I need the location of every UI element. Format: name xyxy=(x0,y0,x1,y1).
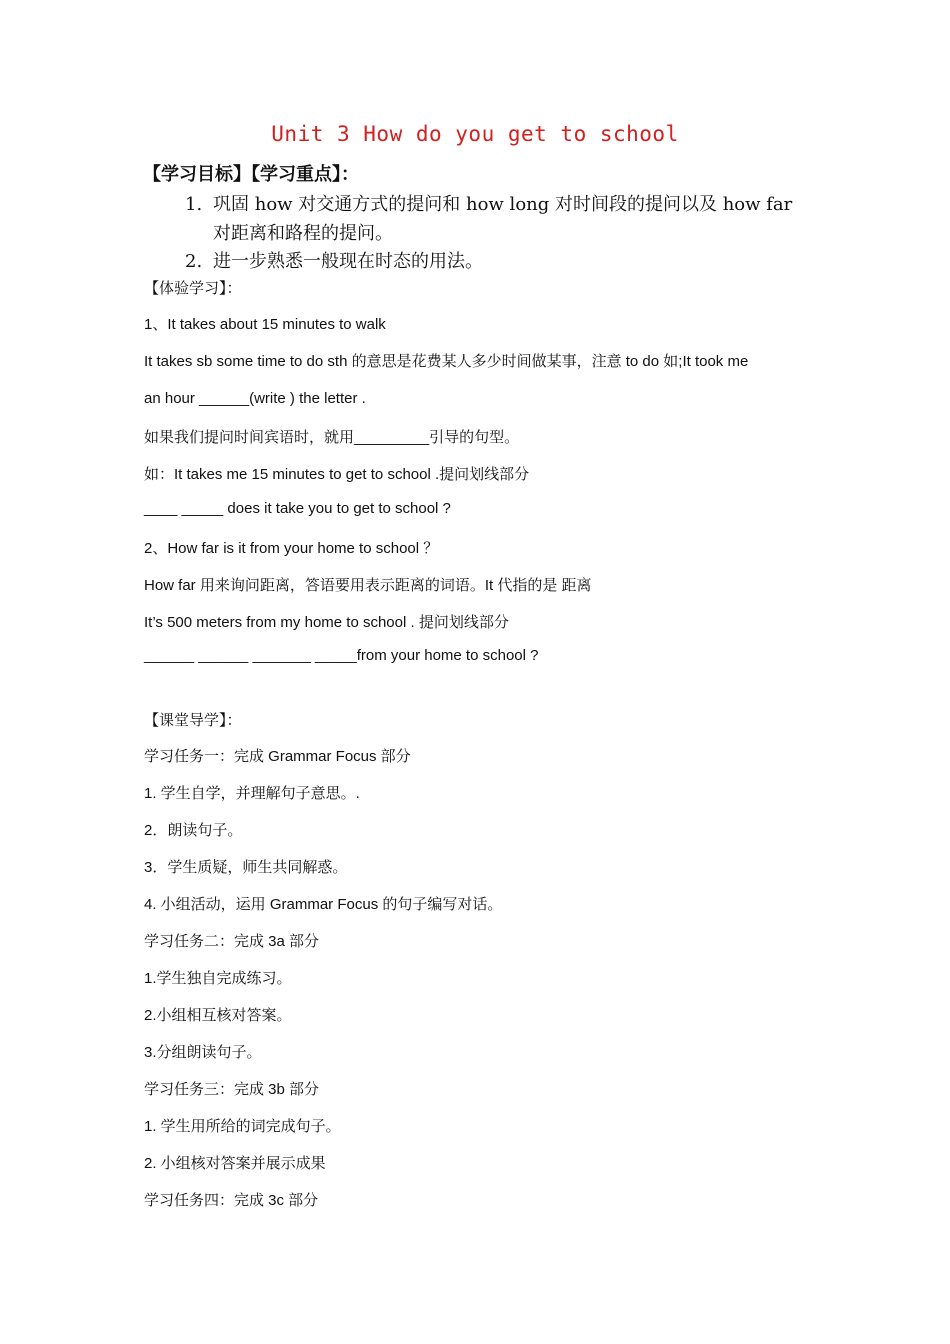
text-line: 1. 学生自学，并理解句子意思。. xyxy=(144,785,360,802)
page-title: Unit 3 How do you get to school xyxy=(271,122,679,146)
task-heading: 学习任务三：完成 3b 部分 xyxy=(144,1081,320,1098)
text-line: ____ _____ does it take you to get to school ? xyxy=(144,500,451,517)
text-line: 2. 小组核对答案并展示成果 xyxy=(144,1155,326,1172)
objective-text: 进一步熟悉一般现在时态的用法。 xyxy=(213,251,483,272)
text-line: 1. 学生用所给的词完成句子。 xyxy=(144,1118,341,1135)
objective-number: 1. xyxy=(185,194,203,215)
objective-item xyxy=(185,247,798,276)
text-line: ______ ______ _______ _____from your home to school ? xyxy=(144,647,539,664)
text-line: 4. 小组活动，运用 Grammar Focus 的句子编写对话。 xyxy=(144,896,503,913)
objective-number: 2. xyxy=(185,251,203,272)
section-heading-experience: 【体验学习】： xyxy=(144,280,242,297)
text-line: 1.学生独自完成练习。 xyxy=(144,970,292,987)
objective-text: 巩固 how 对交通方式的提问和 how long 对时间段的提问以及 how far 对距离和路程的提问。 xyxy=(213,194,793,244)
text-line: 2．朗读句子。 xyxy=(144,822,243,839)
task-heading: 学习任务一：完成 Grammar Focus 部分 xyxy=(144,748,411,765)
text-line: It takes sb some time to do sth 的意思是花费某人多少时间做某事，注意 to do 如;It took me xyxy=(144,353,749,370)
text-line: How far 用来询问距离，答语要用表示距离的词语。It 代指的是 距离 xyxy=(144,577,592,594)
text-line: 如：It takes me 15 minutes to get to school .提问划线部分 xyxy=(144,466,530,483)
task-heading: 学习任务四：完成 3c 部分 xyxy=(144,1192,319,1209)
objective-item xyxy=(185,190,798,248)
text-line: It’s 500 meters from my home to school . 提问划线部分 xyxy=(144,614,509,631)
text-line: 1、It takes about 15 minutes to walk xyxy=(144,316,386,333)
text-line: 如果我们提问时间宾语时，就用_________引导的句型。 xyxy=(144,429,520,446)
objectives-heading: 【学习目标】【学习重点】： xyxy=(143,164,359,185)
text-line: 2.小组相互核对答案。 xyxy=(144,1007,292,1024)
text-line: 2、How far is it from your home to school ？ xyxy=(144,540,439,557)
task-heading: 学习任务二：完成 3a 部分 xyxy=(144,933,320,950)
text-line: an hour ______(write ) the letter . xyxy=(144,390,366,407)
text-line: 3.分组朗读句子。 xyxy=(144,1044,262,1061)
text-line: 3．学生质疑，师生共同解惑。 xyxy=(144,859,348,876)
section-heading-classroom: 【课堂导学】： xyxy=(144,712,242,729)
